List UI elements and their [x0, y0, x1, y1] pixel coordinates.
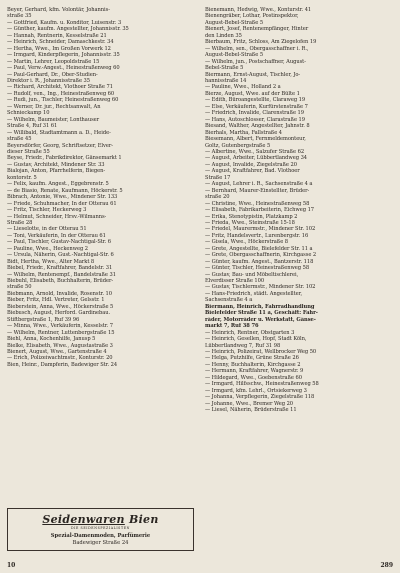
- directory-entry: — Günter, kaufm. Angest., Bantzerstr. 118: [205, 258, 314, 265]
- directory-column-left: [7, 7, 194, 368]
- directory-entry: — Wilhelm, sen., Obergasschaffner i. R.,: [205, 45, 309, 52]
- directory-entry: Elverdisser Straße 100: [205, 278, 265, 285]
- directory-entry: — Martin, Lehrer, Leopoldstraße 15: [7, 58, 100, 65]
- directory-entry: — Pauline, Wwe., Heckenweg 2: [7, 245, 89, 252]
- directory-entry: — Fritz, Tischler, Heckerweg 3: [7, 207, 87, 214]
- directory-entry: straße 45: [7, 136, 32, 143]
- directory-entry: — Gustav, Architekt, Mindener Str. 33: [7, 161, 105, 168]
- directory-entry: — Günter, Tischler, Heinestraßenweg 58: [205, 265, 310, 272]
- directory-entry: — August, Arbeiter, Lübbertlandweg 34: [205, 155, 308, 162]
- directory-entry: — Irmgard, Hilfsschw., Heinestraßenweg 58: [205, 381, 319, 388]
- directory-entry: — Erika, Stenotypistin, Platzkamp 2: [205, 213, 298, 220]
- directory-entry: Bierze, August, Wwe. auf der Bülte 1: [205, 90, 300, 97]
- directory-entry: — Gottfried, Kaufm. u. Konditor, Luisenstr. 3: [7, 19, 122, 26]
- directory-entry: — Wilhelm, Baumeister, Lonthauser: [7, 116, 100, 123]
- directory-entry: Bieberstein, Anna, Wwe., Höckerstraße 5: [7, 303, 114, 310]
- directory-entry: — Edith, Büroangestellte, Claraweg 19: [205, 97, 306, 104]
- directory-entry: Sachsenstraße 4 a: [205, 297, 253, 304]
- directory-entry: — Christine, Wwe., Heinestraßenweg 58: [205, 200, 310, 207]
- directory-entry: — Günther, kaufm. Angestellter, Johannisstr. 35: [7, 26, 129, 33]
- directory-entry: — de Biasio, Renate, Kaufmann, Höckerstr. 5: [7, 187, 123, 194]
- advertisement-logo: [8, 513, 193, 526]
- directory-entry: — Rudi, jun., Tischler, Heinestraßenweg 60: [7, 97, 119, 104]
- advertisement-tagline: DIE SEIDENSPEZIALISTEN: [70, 526, 131, 530]
- directory-entry: — Johanna, Verpflegerin, Ziegelstraße 118: [205, 394, 315, 401]
- directory-entry: Biesemann, Albert, Fernmeldemonteur,: [205, 136, 306, 143]
- directory-entry: Bienengräber, Lothar, Postinspektor,: [205, 13, 299, 20]
- directory-entry: — Irmgard, Kinderpflegerin, Johannisstr. 35: [7, 52, 120, 59]
- directory-entry: — Hildegard, Wwe., Goebenstraße 60: [205, 374, 302, 381]
- directory-entry: — Hertha, Wwe., Im Großen Vorwerk 12: [7, 45, 111, 52]
- advertisement-box: [7, 508, 194, 551]
- directory-entry: Straße 17: [205, 174, 231, 181]
- advertisement-brand-prefix: Seidenwaren: [42, 513, 125, 526]
- directory-entry: Bieber, Fritz, Hdl. Vertreter, Gelsstr. 1: [7, 297, 105, 304]
- directory-entry: Biesand, Walther, Angestellter, Jahnstr. 8: [205, 123, 310, 130]
- directory-entry: — Wilhelm, jun., Postschaffner, August-: [205, 58, 306, 65]
- directory-entry: Straße 4, Ruf 31 61: [7, 123, 58, 130]
- directory-entry: — Heinrich, Polizeirat, Wellbrocker Weg 50: [205, 349, 317, 356]
- directory-entry: — Willibald, Stadtamtmann a. D., Heide-: [7, 129, 111, 136]
- directory-entry: Schnieckamp 10: [7, 110, 50, 117]
- directory-column-right: [205, 7, 394, 414]
- directory-entry: Biebel, Friedr., Kraftfahrer, Bandelstr. 31: [7, 265, 113, 272]
- directory-entry: August-Bebel-Straße 5: [205, 19, 264, 26]
- directory-entry: markt 7, Ruf 38 76: [205, 323, 259, 330]
- directory-entry: — Henny, Buchhalterin, Kirchgasse 2: [205, 361, 301, 368]
- directory-entry: Bienert, Josef, Rentenempfänger, Hinter: [205, 26, 309, 33]
- directory-entry: Lübbertlandweg 7, Ruf 31 98: [205, 342, 281, 349]
- directory-entry: Bielke, Elisabeth, Wwe., Augustastraße 3: [7, 342, 113, 349]
- directory-entry: Biehl, Anna, Kochenhilfe, Janusp 5: [7, 336, 96, 343]
- directory-entry: Biebuhl, Elisabeth, Buchhalterin, Brüder-: [7, 278, 114, 285]
- directory-entry: Straße 28: [7, 219, 33, 226]
- directory-entry: Bebel-Straße 5: [205, 65, 244, 72]
- directory-entry: Stiftbergstraße 1, Ruf 39 96: [7, 316, 80, 323]
- directory-entry: — Hannah, Rentnerin, Kesselstraße 21: [7, 32, 107, 39]
- directory-entry: August-Bebel-Straße 5: [205, 52, 264, 59]
- directory-entry: — Friedrich, Invalide, Clarenstraße 19: [205, 110, 304, 117]
- directory-entry: Bierhals, Martha, Fallstraße 4: [205, 129, 283, 136]
- directory-entry: straße 50: [7, 284, 32, 291]
- directory-entry: — Paul-Gerhard, Dr., Ober-Studien-: [7, 71, 98, 78]
- directory-entry: Biermann, Heinrich, Fahrradhandlung: [205, 303, 315, 310]
- directory-entry: — Helga, Putzhilfe, Grüne Straße 26: [205, 355, 299, 362]
- directory-entry: Biebusch, August, Herford. Gardinebau.: [7, 310, 111, 317]
- directory-entry: — Hermann, Kraftfahrer, Wagnerstr. 9: [205, 368, 304, 375]
- directory-entry: kontorstr. 5: [7, 174, 37, 181]
- directory-entry: — Liesel, Näherin, Brüderstraße 11: [205, 407, 297, 414]
- directory-entry: — Grete, Angestellte, Bielefelder Str. 11 a: [205, 245, 313, 252]
- directory-entry: — Elisabeth, Fabrikarbeiterin, Eichweg 17: [205, 207, 315, 214]
- directory-entry: — August, Lehrer i. R., Sachsenstraße 4 a: [205, 181, 313, 188]
- directory-entry: — Ursula, Näherin, Gust.-Nachtigal-Str. 6: [7, 252, 114, 259]
- directory-entry: — Heinrich, Schneider, Damaschkestr. 34: [7, 39, 114, 46]
- directory-entry: den Linden 35: [205, 32, 242, 39]
- directory-entry: — Albertine, Wwe., Salzufer Straße 62: [205, 148, 305, 155]
- directory-entry: — Erich, Polizeiwachtmstr., Konturstr. 20: [7, 355, 113, 362]
- directory-entry: — Friedel, Maurermstr., Mindener Str. 102: [205, 226, 316, 233]
- directory-entry: — Johanne, Wwe., Bremer Weg 20: [205, 400, 294, 407]
- directory-entry: Bidt, Hertha, Wwe., Alter Markt 8: [7, 258, 95, 265]
- directory-entry: Bierbaum, Fritz, Schloss, Am Ziegelofen 19: [205, 39, 317, 46]
- directory-entry: — August, Invalide, Ziegelstraße 20: [205, 161, 297, 168]
- directory-entry: — Heinrich, Gesellen, Hopf, Stadt Köln,: [205, 336, 307, 343]
- directory-entry: — Heinrich, Rentner, Obstgarten 3: [205, 329, 295, 336]
- advertisement-line1: Spezial-Damenmoden, Parfümerie: [50, 533, 151, 539]
- directory-entry: Bielefelder Straße 11 a, Geschäft: Fahr-: [205, 310, 318, 317]
- directory-entry: — Rudolf, ven., Ing., Heinestraßenweg 60: [7, 90, 115, 97]
- directory-entry: — Hans-Friedrich, städt. Angestellter,: [205, 290, 303, 297]
- directory-entry: — Wilhelm, Rentner, Luttenbergstraße 15: [7, 329, 115, 336]
- directory-entry: — Irmgard, kfm. Lehrl., Ortsiekerweg 3: [205, 387, 307, 394]
- directory-entry: Bien, Heinr., Dampferin, Badewiger Str. 24: [7, 361, 118, 368]
- directory-entry: räder, Motorräder u. Werkstatt, Gänse-: [205, 316, 316, 323]
- directory-entry: Bibrach, Antonie, Wwe., Mindener Str. 133: [7, 194, 118, 201]
- directory-entry: — Bernhard, Maurer-Einstellter, Brüder-: [205, 187, 310, 194]
- directory-entry: — Richard, Architekt, Vlothoer Straße 71: [7, 84, 113, 91]
- directory-entry: — Paul, Verw.-Angest., Heinestraßenweg 60: [7, 65, 120, 72]
- directory-entry: dieser Straße 55: [7, 148, 50, 155]
- directory-entry: — Lieselotte, in der Otterau 51: [7, 226, 87, 233]
- directory-entry: Bialojan, Anton, Pfarrhelferin, Biegen-: [7, 168, 106, 175]
- directory-entry: straße 20: [205, 194, 230, 201]
- advertisement-brand-name: Bien: [128, 513, 159, 526]
- directory-entry: — Pauline, Wwe., Holland 2 a: [205, 84, 281, 91]
- directory-entry: Direktor i. R., Johannisstraße 35: [7, 77, 90, 84]
- directory-entry: — Fritz, Handelsvertr., Lurenbergstr. 16: [205, 232, 309, 239]
- directory-entry: Goltz, Gutenbergstraße 5: [205, 142, 271, 149]
- directory-entry: Biermann, Ernst-August, Tischler, Jo-: [205, 71, 301, 78]
- directory-entry: — Gisela, Wwe., Höckerstraße 8: [205, 239, 288, 246]
- directory-entry: — Paul, Tischler, Gustav-Nachtigal-Str. 6: [7, 239, 112, 246]
- directory-entry: — Helmut, Schneider, Hrsv.-Wilmanns-: [7, 213, 107, 220]
- directory-entry: — Minna, Wwe., Verkäuferin, Kesselstr. 7: [7, 323, 113, 330]
- directory-entry: Beyse, Friedr., Fabrikdirektor, Gänsemarkt 1: [7, 155, 122, 162]
- directory-entry: Beyersdörfer, Georg, Schriftsetzer, Elver-: [7, 142, 113, 149]
- directory-entry: — Toni, Verkäuferin, In der Otterau 61: [7, 232, 106, 239]
- directory-entry: — Frieda, Wwe., Steinstraße 15-18: [205, 219, 295, 226]
- directory-entry: — August, Kraftfahrer, Bad. Vlothoer: [205, 168, 300, 175]
- directory-entry: — Grete, Obergasschaffnerin, Kirchgasse 2: [205, 252, 317, 259]
- directory-entry: straße 35: [7, 13, 32, 20]
- directory-entry: — Friede, Schuhmacher, In der Otterau 61: [7, 200, 117, 207]
- directory-entry: — Gustav, Tischlermstr., Mindener Str. 102: [205, 284, 316, 291]
- directory-entry: Biebmann, Arnold, Invalide, Rosenstr. 10: [7, 290, 112, 297]
- page-number-left: 10: [7, 562, 16, 569]
- directory-entry: — Else, Verkäuferin, Kurfürstenstraße 7: [205, 103, 308, 110]
- page-number-right: 289: [380, 562, 393, 569]
- directory-entry: Bienemann, Hedwig, Wwe., Konturstr. 41: [205, 7, 312, 13]
- directory-entry: — Wilhelm, Rentenempf., Bandelstraße 31: [7, 271, 116, 278]
- advertisement-line2: Badewiger Straße 24: [72, 540, 129, 546]
- directory-entry: Bienert, August, Wwe., Gartenstraße 4: [7, 349, 107, 356]
- directory-entry: hannisstraße 14: [205, 77, 247, 84]
- directory-entry: — Werner, Dr. jur., Rechtsanwalt, An: [7, 103, 101, 110]
- directory-entry: Beyer, Gerhard, kfm. Volontär, Johannis-: [7, 7, 110, 13]
- directory-entry: — Hans, Autoschlosser, Clarastraße 19: [205, 116, 305, 123]
- directory-entry: — Gustav, Bau- und Möbeltischlerei,: [205, 271, 299, 278]
- directory-entry: — Felix, kaufm. Angest., Eggebrenstr. 5: [7, 181, 109, 188]
